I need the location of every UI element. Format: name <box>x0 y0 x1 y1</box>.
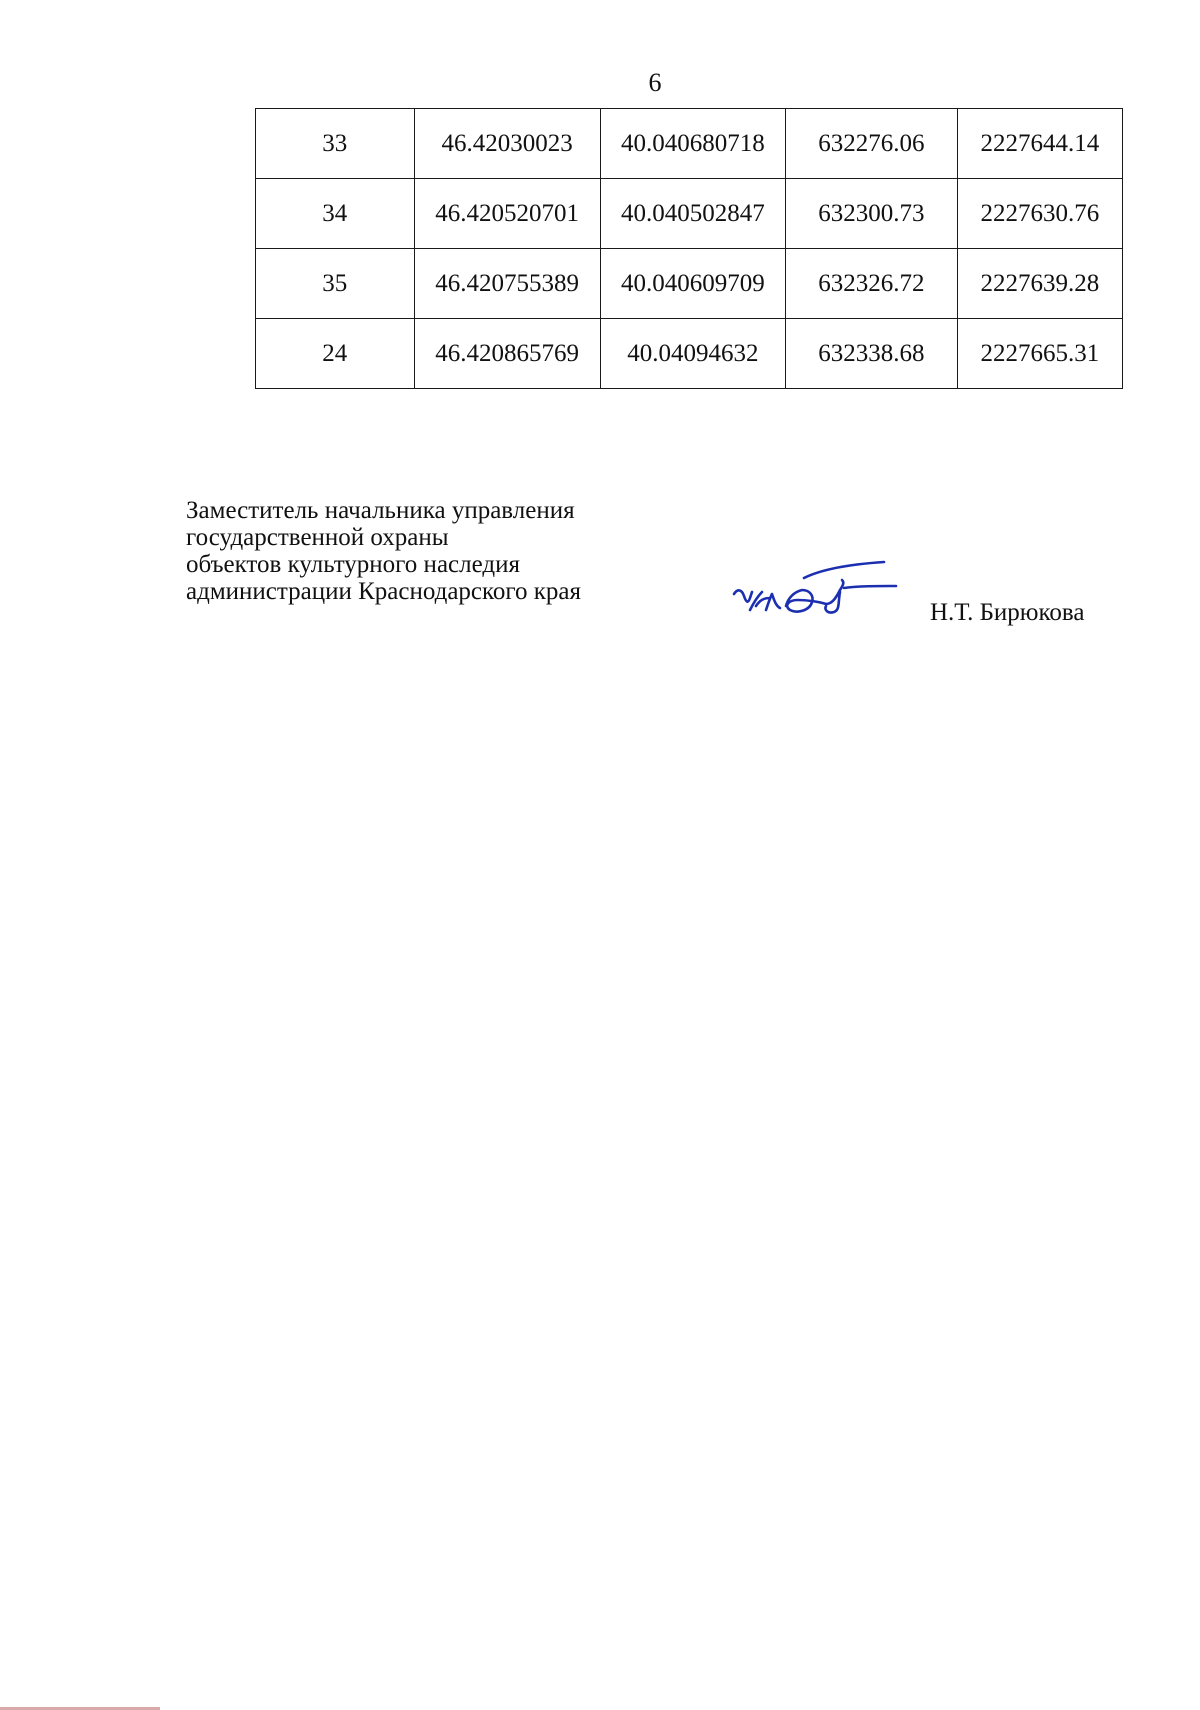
latitude-cell: 46.420865769 <box>414 319 600 389</box>
point-number-cell: 33 <box>256 109 415 179</box>
x-coordinate-cell: 632326.72 <box>786 249 958 319</box>
position-line: объектов культурного наследия <box>186 551 520 578</box>
y-coordinate-cell: 2227630.76 <box>957 179 1122 249</box>
y-coordinate-cell: 2227644.14 <box>957 109 1122 179</box>
signature-stroke <box>734 590 752 601</box>
point-number-cell: 35 <box>256 249 415 319</box>
handwritten-signature <box>728 558 898 638</box>
x-coordinate-cell: 632300.73 <box>786 179 958 249</box>
position-line: администрации Краснодарского края <box>186 578 582 605</box>
signatory-position <box>186 497 581 605</box>
signature-stroke <box>750 592 780 610</box>
signature-stroke <box>844 586 896 588</box>
signature-stroke <box>804 562 884 578</box>
table-row <box>256 179 1123 249</box>
position-line: Заместитель начальника управления <box>186 497 575 524</box>
position-line: государственной охраны <box>186 524 449 551</box>
table-row <box>256 249 1123 319</box>
longitude-cell: 40.04094632 <box>600 319 785 389</box>
signature-stroke <box>825 580 843 613</box>
page-number: 6 <box>648 68 662 97</box>
coordinates-table <box>255 108 1123 389</box>
point-number-cell: 34 <box>256 179 415 249</box>
x-coordinate-cell: 632276.06 <box>786 109 958 179</box>
longitude-cell: 40.040680718 <box>600 109 785 179</box>
latitude-cell: 46.42030023 <box>414 109 600 179</box>
longitude-cell: 40.040609709 <box>600 249 785 319</box>
signatory-name: Н.Т. Бирюкова <box>930 599 1085 626</box>
latitude-cell: 46.420520701 <box>414 179 600 249</box>
table-row <box>256 109 1123 179</box>
signature-stroke <box>786 590 826 612</box>
x-coordinate-cell: 632338.68 <box>786 319 958 389</box>
table-row <box>256 319 1123 389</box>
point-number-cell: 24 <box>256 319 415 389</box>
longitude-cell: 40.040502847 <box>600 179 785 249</box>
latitude-cell: 46.420755389 <box>414 249 600 319</box>
y-coordinate-cell: 2227665.31 <box>957 319 1122 389</box>
y-coordinate-cell: 2227639.28 <box>957 249 1122 319</box>
